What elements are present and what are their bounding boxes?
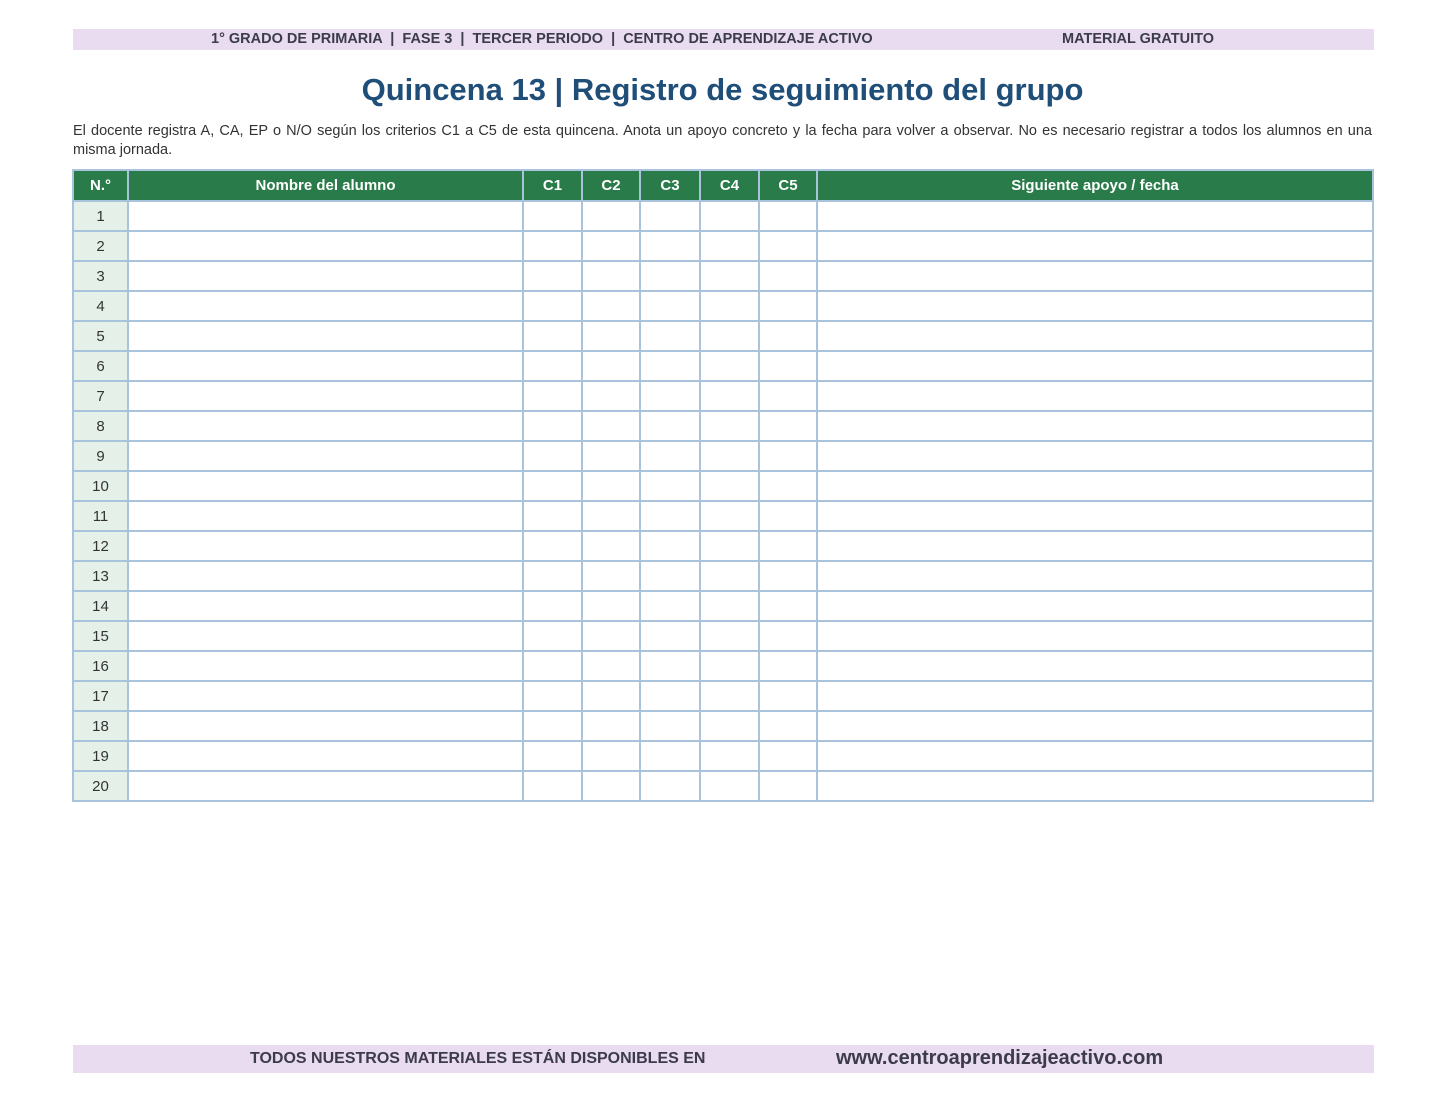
student-name-cell[interactable] [128,651,523,681]
c2-cell[interactable] [582,681,640,711]
student-name-cell[interactable] [128,681,523,711]
c2-cell[interactable] [582,741,640,771]
table-row [73,621,1373,651]
c3-cell[interactable] [640,771,700,801]
instructions-text: El docente registra A, CA, EP o N/O según los criterios C1 a C5 de esta quincena. Anota un apoyo concreto y la fecha para volver a observar. No es necesario registrar a todos los alumnos en una misma jornada. [73,123,1372,158]
row-number-cell: 3 [73,261,128,291]
table-row [73,471,1373,501]
table-row [73,741,1373,771]
c4-cell[interactable] [700,651,759,681]
student-name-cell[interactable] [128,291,523,321]
next-support-cell[interactable] [817,561,1373,591]
row-number-cell: 5 [73,321,128,351]
c5-cell[interactable] [759,441,817,471]
c2-cell[interactable] [582,471,640,501]
c4-cell[interactable] [700,471,759,501]
c5-cell[interactable] [759,351,817,381]
c2-cell[interactable] [582,231,640,261]
c3-cell[interactable] [640,711,700,741]
student-name-cell[interactable] [128,471,523,501]
table-row [73,321,1373,351]
next-support-cell[interactable] [817,261,1373,291]
c2-cell[interactable] [582,771,640,801]
c4-cell[interactable] [700,711,759,741]
c4-cell[interactable] [700,501,759,531]
table-row [73,411,1373,441]
row-number-cell: 6 [73,351,128,381]
next-support-cell[interactable] [817,771,1373,801]
next-support-cell[interactable] [817,741,1373,771]
c4-cell[interactable] [700,351,759,381]
table-header-row [73,170,1373,201]
next-support-cell[interactable] [817,441,1373,471]
next-support-cell[interactable] [817,231,1373,261]
next-support-cell[interactable] [817,531,1373,561]
table-body [73,201,1373,801]
table-row [73,381,1373,411]
c1-cell[interactable] [523,201,582,231]
student-name-cell[interactable] [128,261,523,291]
column-header-student-name: Nombre del alumno [128,170,523,201]
c3-cell[interactable] [640,321,700,351]
c4-cell[interactable] [700,621,759,651]
c3-cell[interactable] [640,381,700,411]
c5-cell[interactable] [759,411,817,441]
column-header-c5: C5 [759,170,817,201]
next-support-cell[interactable] [817,501,1373,531]
student-name-cell[interactable] [128,771,523,801]
row-number-cell: 20 [73,771,128,801]
table-row [73,201,1373,231]
c2-cell[interactable] [582,651,640,681]
row-number-cell: 9 [73,441,128,471]
student-name-cell[interactable] [128,201,523,231]
row-number-cell: 18 [73,711,128,741]
table-row [73,501,1373,531]
c1-cell[interactable] [523,651,582,681]
table-row [73,441,1373,471]
c4-cell[interactable] [700,591,759,621]
c3-cell[interactable] [640,411,700,441]
c5-cell[interactable] [759,381,817,411]
c3-cell[interactable] [640,291,700,321]
next-support-cell[interactable] [817,681,1373,711]
table-row [73,711,1373,741]
c2-cell[interactable] [582,561,640,591]
page-title: Quincena 13 | Registro de seguimiento del grupo [361,72,1084,107]
row-number-cell: 19 [73,741,128,771]
c4-cell[interactable] [700,441,759,471]
c2-cell[interactable] [582,381,640,411]
c2-cell[interactable] [582,711,640,741]
c1-cell[interactable] [523,471,582,501]
c1-cell[interactable] [523,681,582,711]
footer-band [73,1045,1374,1073]
next-support-cell[interactable] [817,591,1373,621]
c1-cell[interactable] [523,621,582,651]
c5-cell[interactable] [759,321,817,351]
row-number-cell: 8 [73,411,128,441]
next-support-cell[interactable] [817,291,1373,321]
c5-cell[interactable] [759,561,817,591]
c5-cell[interactable] [759,771,817,801]
footer-website-link[interactable]: www.centroaprendizajeactivo.com [836,1047,1164,1069]
c5-cell[interactable] [759,711,817,741]
table-row [73,681,1373,711]
c4-cell[interactable] [700,291,759,321]
c1-cell[interactable] [523,291,582,321]
row-number-cell: 16 [73,651,128,681]
student-name-cell[interactable] [128,441,523,471]
c4-cell[interactable] [700,321,759,351]
c4-cell[interactable] [700,261,759,291]
row-number-cell: 7 [73,381,128,411]
next-support-cell[interactable] [817,711,1373,741]
c4-cell[interactable] [700,771,759,801]
student-name-cell[interactable] [128,381,523,411]
c3-cell[interactable] [640,561,700,591]
c5-cell[interactable] [759,471,817,501]
c3-cell[interactable] [640,651,700,681]
c5-cell[interactable] [759,621,817,651]
next-support-cell[interactable] [817,621,1373,651]
student-name-cell[interactable] [128,561,523,591]
c1-cell[interactable] [523,561,582,591]
c3-cell[interactable] [640,261,700,291]
next-support-cell[interactable] [817,201,1373,231]
table-row [73,291,1373,321]
c5-cell[interactable] [759,591,817,621]
c5-cell[interactable] [759,681,817,711]
student-name-cell[interactable] [128,741,523,771]
header-free-material: MATERIAL GRATUITO [1062,31,1214,47]
c3-cell[interactable] [640,531,700,561]
c3-cell[interactable] [640,681,700,711]
c4-cell[interactable] [700,531,759,561]
next-support-cell[interactable] [817,411,1373,441]
student-name-cell[interactable] [128,621,523,651]
column-header-next-support: Siguiente apoyo / fecha [817,170,1373,201]
c2-cell[interactable] [582,201,640,231]
c2-cell[interactable] [582,351,640,381]
row-number-cell: 17 [73,681,128,711]
header-band [73,29,1374,50]
footer-availability-text: TODOS NUESTROS MATERIALES ESTÁN DISPONIBLES EN [250,1050,706,1067]
student-name-cell[interactable] [128,231,523,261]
c1-cell[interactable] [523,501,582,531]
c1-cell[interactable] [523,531,582,561]
row-number-cell: 13 [73,561,128,591]
next-support-cell[interactable] [817,321,1373,351]
c5-cell[interactable] [759,261,817,291]
table-row [73,231,1373,261]
c3-cell[interactable] [640,231,700,261]
next-support-cell[interactable] [817,471,1373,501]
column-header-c2: C2 [582,170,640,201]
c1-cell[interactable] [523,591,582,621]
row-number-cell: 14 [73,591,128,621]
student-name-cell[interactable] [128,711,523,741]
table-row [73,261,1373,291]
c4-cell[interactable] [700,201,759,231]
c4-cell[interactable] [700,381,759,411]
c5-cell[interactable] [759,231,817,261]
c5-cell[interactable] [759,531,817,561]
c2-cell[interactable] [582,591,640,621]
c2-cell[interactable] [582,291,640,321]
c3-cell[interactable] [640,621,700,651]
next-support-cell[interactable] [817,651,1373,681]
c2-cell[interactable] [582,621,640,651]
column-header-c3: C3 [640,170,700,201]
table-row [73,351,1373,381]
row-number-cell: 11 [73,501,128,531]
c1-cell[interactable] [523,321,582,351]
c1-cell[interactable] [523,261,582,291]
column-header-c1: C1 [523,170,582,201]
c3-cell[interactable] [640,201,700,231]
c5-cell[interactable] [759,651,817,681]
c5-cell[interactable] [759,741,817,771]
c2-cell[interactable] [582,531,640,561]
column-header-c4: C4 [700,170,759,201]
table-row [73,771,1373,801]
c2-cell[interactable] [582,261,640,291]
c1-cell[interactable] [523,231,582,261]
c5-cell[interactable] [759,201,817,231]
c1-cell[interactable] [523,441,582,471]
c5-cell[interactable] [759,501,817,531]
c1-cell[interactable] [523,771,582,801]
row-number-cell: 15 [73,621,128,651]
c1-cell[interactable] [523,381,582,411]
c1-cell[interactable] [523,351,582,381]
c2-cell[interactable] [582,321,640,351]
row-number-cell: 10 [73,471,128,501]
c1-cell[interactable] [523,711,582,741]
student-name-cell[interactable] [128,591,523,621]
student-name-cell[interactable] [128,321,523,351]
table-row [73,531,1373,561]
c2-cell[interactable] [582,411,640,441]
c3-cell[interactable] [640,501,700,531]
c4-cell[interactable] [700,561,759,591]
c1-cell[interactable] [523,741,582,771]
row-number-cell: 12 [73,531,128,561]
student-name-cell[interactable] [128,501,523,531]
next-support-cell[interactable] [817,381,1373,411]
row-number-cell: 1 [73,201,128,231]
c3-cell[interactable] [640,741,700,771]
c4-cell[interactable] [700,411,759,441]
student-name-cell[interactable] [128,531,523,561]
column-header-number: N.° [73,170,128,201]
student-name-cell[interactable] [128,351,523,381]
student-name-cell[interactable] [128,411,523,441]
table-row [73,561,1373,591]
tracking-table [72,169,1374,802]
row-number-cell: 2 [73,231,128,261]
c5-cell[interactable] [759,291,817,321]
c3-cell[interactable] [640,471,700,501]
c2-cell[interactable] [582,501,640,531]
c4-cell[interactable] [700,681,759,711]
c3-cell[interactable] [640,591,700,621]
header-program-info: 1° GRADO DE PRIMARIA | FASE 3 | TERCER PERIODO | CENTRO DE APRENDIZAJE ACTIVO [211,31,873,47]
c3-cell[interactable] [640,441,700,471]
row-number-cell: 4 [73,291,128,321]
c1-cell[interactable] [523,411,582,441]
table-row [73,591,1373,621]
next-support-cell[interactable] [817,351,1373,381]
c4-cell[interactable] [700,231,759,261]
c3-cell[interactable] [640,351,700,381]
c2-cell[interactable] [582,441,640,471]
c4-cell[interactable] [700,741,759,771]
table-row [73,651,1373,681]
